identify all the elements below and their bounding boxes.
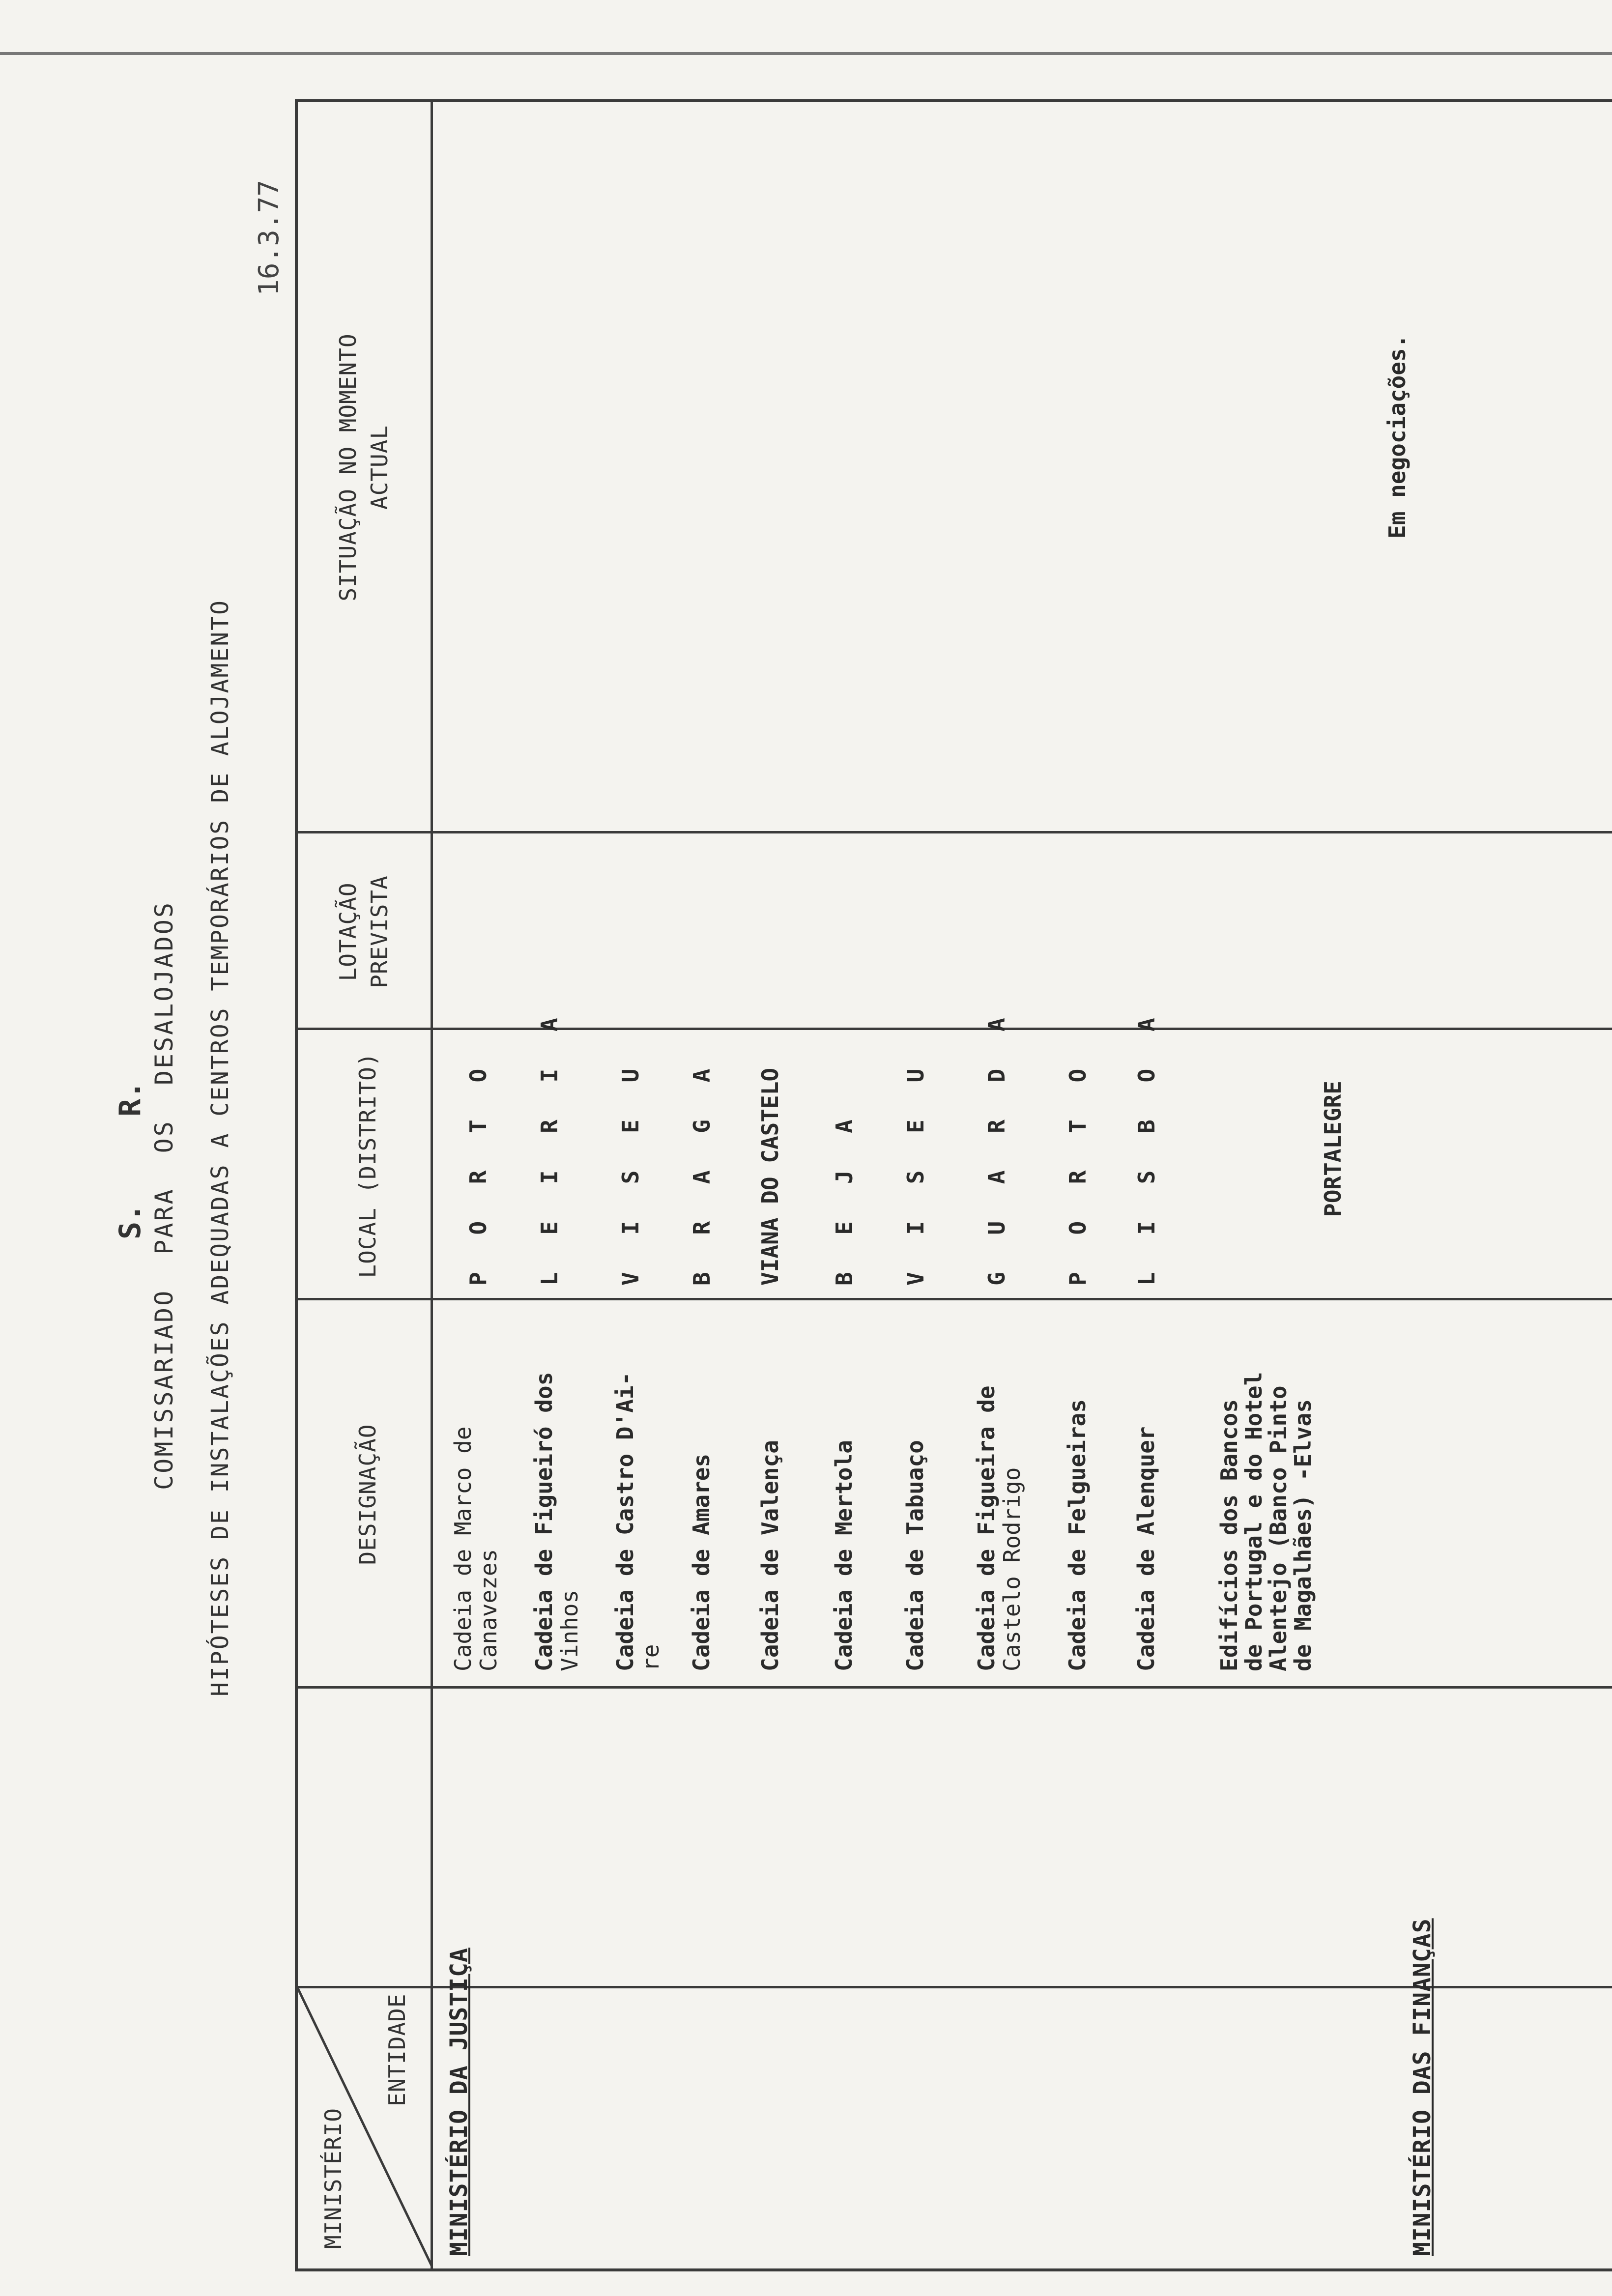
table-row-designacao: Cadeia de Amares [688,1453,715,1671]
table-row-designacao [531,1372,582,1671]
header-word: COMISSARIADO [150,1289,178,1490]
designacao-line: de Portugal e do Hotel [1240,1372,1267,1671]
table-row-local: G U A R D A [983,1006,1010,1286]
designacao-line: re [637,1644,664,1671]
table-row-designacao: Cadeia de Mertola [831,1440,857,1671]
designacao-line: Edifícios dos Bancos [1216,1399,1242,1671]
col-header-lotacao-line1: LOTAÇÃO [335,882,361,981]
designacao-line: Canavezes [475,1549,502,1671]
table-row-designacao [974,1385,1025,1671]
table-row-designacao [612,1372,663,1671]
table-row-designacao [1217,1372,1315,1671]
table-row-situacao: Em negociações. [1384,334,1410,539]
table-row-local: B R A G A [689,1057,715,1286]
col-header-entidade: ENTIDADE [384,1993,410,2106]
document-date: 16.3.77 [253,179,285,296]
table-row-local: V I S E U [902,1057,929,1286]
table-row-local: L E I R I A [536,1006,563,1286]
col-header-lotacao-line2: PREVISTA [366,875,393,988]
table-row-local: V I S E U [617,1057,644,1286]
col-divider [298,831,1612,833]
header-word: DESALOJADOS [150,900,178,1086]
header-mark-s: S. [113,1204,147,1239]
table-grid [295,99,1612,2271]
document-title: HIPÓTESES DE INSTALAÇÕES ADEQUADAS A CENTROS TEMPORÁRIOS DE ALOJAMENTO [206,599,234,1696]
table-row-local: PORTALEGRE [1320,1081,1346,1217]
designacao-line: Cadeia de Marco de [450,1426,476,1671]
designacao-line: Cadeia de Figueira de [973,1385,1000,1671]
header-mark-r: R. [113,1081,147,1117]
col-divider [298,1686,1612,1689]
col-divider [298,1298,1612,1300]
col-divider [298,1028,1612,1030]
col-header-designacao: DESIGNAÇÃO [354,1424,381,1565]
designacao-line: Alentejo (Banco Pinto [1265,1385,1292,1671]
header-row-divider [431,102,433,2268]
designacao-line: Cadeia de Figueiró dos [531,1372,557,1671]
header-line-1 [150,866,178,1490]
ministry-financas: MINISTÉRIO DAS FINANÇAS [1409,1918,1436,2256]
table-row-designacao: Cadeia de Tabuaço [902,1440,928,1671]
table-row-local: B E J A [831,1108,858,1286]
designacao-line: de Magalhães) -Elvas [1290,1399,1316,1671]
table-row-designacao: Cadeia de Valença [757,1440,783,1671]
col-header-local: LOCAL (DISTRITO) [354,1052,381,1278]
designacao-line: Cadeia de Castro D'Ai- [612,1372,638,1671]
col-header-situacao [332,101,395,833]
table-row-designacao: Cadeia de Alenquer [1133,1426,1159,1671]
col-header-situacao-line1: SITUAÇÃO NO MOMENTO [335,333,361,602]
designacao-line: Vinhos [556,1589,583,1671]
col-header-situacao-line2: ACTUAL [366,425,393,510]
header-word: PARA [150,1187,178,1255]
table-row-local: L I S B O A [1133,1006,1160,1286]
table-row-local: VIANA DO CASTELO [757,1067,783,1286]
col-header-lotacao [332,833,395,1030]
header-word: OS [150,1119,178,1153]
table-row-designacao: Cadeia de Felgueiras [1064,1399,1091,1671]
page-edge-rule [0,52,1612,55]
table-row-designacao [450,1427,501,1672]
table-row-local: P O R T O [1065,1057,1091,1286]
col-header-ministerio: MINISTÉRIO [320,2108,346,2249]
ministry-justica: MINISTÉRIO DA JUSTIÇA [445,1948,473,2256]
designacao-line: Castelo Rodrigo [999,1467,1025,1671]
table-row-local: P O R T O [465,1057,491,1286]
